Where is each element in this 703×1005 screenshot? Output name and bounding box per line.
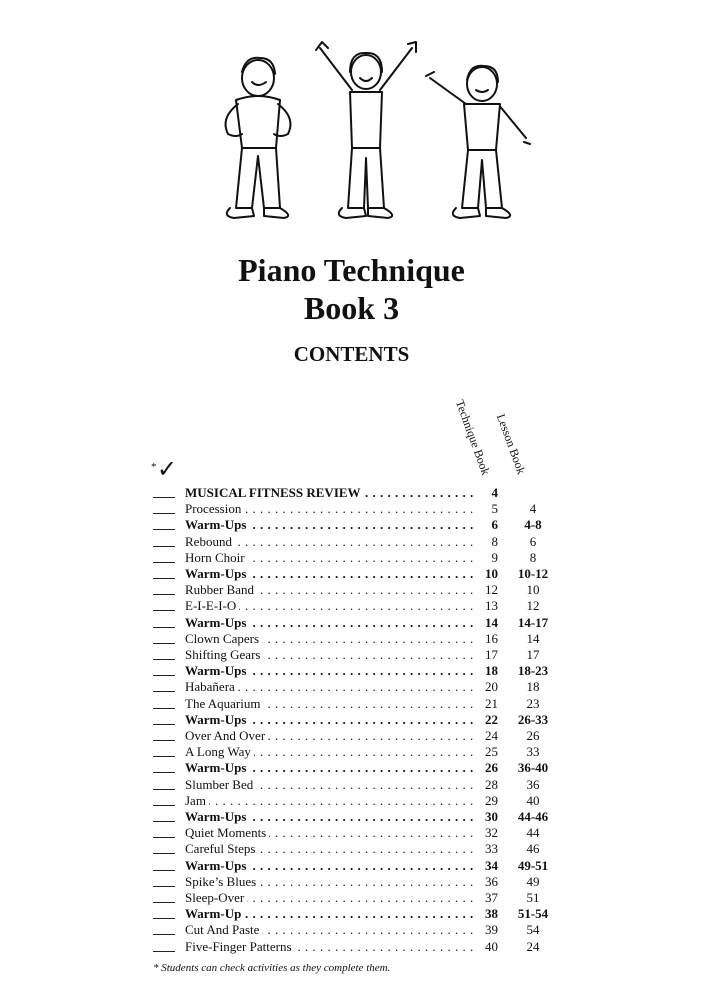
technique-book-page: 32 [485, 825, 498, 841]
check-blank-line[interactable] [153, 643, 175, 644]
check-blank-line[interactable] [153, 546, 175, 547]
technique-book-page: 26 [485, 760, 498, 776]
contents-row-title: Warm-Ups . . . [185, 858, 475, 874]
check-blank-line[interactable] [153, 529, 175, 530]
technique-book-page: 38 [485, 906, 498, 922]
lesson-book-column-header: Lesson Book [493, 412, 529, 476]
lesson-book-page: 14 [526, 630, 540, 646]
contents-row-title: Clown Capers . . . [185, 631, 475, 647]
lesson-book-page: 44-46 [517, 809, 549, 824]
lesson-book-page: 26-33 [517, 711, 549, 727]
technique-book-page: 29 [485, 792, 498, 808]
technique-book-page: 13 [485, 598, 498, 614]
technique-book-page: 18 [485, 663, 498, 679]
lesson-book-page: 51 [526, 890, 540, 905]
contents-row-title: Warm-Ups . . . [185, 517, 475, 533]
contents-row [0, 582, 703, 598]
contents-row [0, 534, 703, 550]
contents-row-title: Warm-Ups . . . [185, 663, 475, 679]
lesson-book-page: 46 [526, 841, 540, 857]
check-blank-line[interactable] [153, 821, 175, 822]
technique-book-page: 16 [485, 630, 498, 646]
child-left-figure [226, 58, 291, 218]
three-children-drawing [180, 38, 550, 228]
lesson-book-page: 8 [529, 549, 537, 565]
contents-row [0, 663, 703, 679]
contents-row-title: Slumber Bed . . . [185, 777, 475, 793]
lesson-book-page: 26 [526, 728, 540, 743]
lesson-book-page: 10-12 [517, 566, 549, 581]
lesson-book-page: 54 [526, 922, 540, 938]
lesson-book-page: 49 [526, 873, 540, 889]
technique-book-page: 12 [485, 582, 498, 598]
contents-heading: CONTENTS [293, 342, 410, 366]
contents-row [0, 647, 703, 663]
contents-row [0, 728, 703, 744]
check-blank-line[interactable] [153, 708, 175, 709]
check-blank-line[interactable] [153, 610, 175, 611]
check-blank-line[interactable] [153, 805, 175, 806]
technique-book-page: 6 [491, 517, 498, 533]
contents-row-title: Horn Choir . . . [185, 550, 475, 566]
check-blank-line[interactable] [153, 562, 175, 563]
contents-row [0, 922, 703, 938]
contents-row-title: Rebound . . . [185, 534, 475, 550]
contents-row [0, 631, 703, 647]
check-blank-line[interactable] [153, 578, 175, 579]
contents-row-title: Careful Steps . . . [185, 841, 475, 857]
contents-row-title: Over And Over . . . [185, 728, 475, 744]
contents-row-title: Five-Finger Patterns . . . [185, 939, 475, 955]
check-blank-line[interactable] [153, 918, 175, 919]
check-blank-line[interactable] [153, 772, 175, 773]
contents-row [0, 777, 703, 793]
footnote: * Students can check activities as they complete them. [153, 962, 391, 974]
contents-row-title: Warm-Ups . . . [185, 760, 475, 776]
check-blank-line[interactable] [153, 789, 175, 790]
lesson-book-page: 6 [529, 533, 537, 549]
lesson-book-page: 4 [529, 501, 537, 517]
check-blank-line[interactable] [153, 886, 175, 887]
contents-row [0, 615, 703, 631]
check-blank-line[interactable] [153, 594, 175, 595]
check-blank-line[interactable] [153, 853, 175, 854]
contents-row-title: Quiet Moments . . . [185, 825, 475, 841]
contents-row [0, 939, 703, 955]
lesson-book-page: 18 [526, 679, 540, 695]
technique-book-page: 24 [485, 728, 498, 743]
technique-book-page: 8 [491, 533, 498, 549]
technique-book-column-header: Technique Book [452, 398, 493, 477]
contents-row [0, 485, 703, 501]
contents-row-title: Jam . . . [185, 793, 475, 809]
contents-row-title: Warm-Ups . . . [185, 566, 475, 582]
contents-row [0, 566, 703, 582]
technique-book-page: 30 [485, 809, 498, 824]
contents-row-title: E-I-E-I-O . . . [185, 598, 475, 614]
check-blank-line[interactable] [153, 659, 175, 660]
check-blank-line[interactable] [153, 497, 175, 498]
title-line-1: Piano Technique [238, 252, 465, 288]
technique-book-page: 36 [485, 873, 498, 889]
checkmark-asterisk: * [151, 461, 157, 473]
check-blank-line[interactable] [153, 837, 175, 838]
check-blank-line[interactable] [153, 740, 175, 741]
lesson-book-page: 40 [526, 792, 540, 808]
technique-book-page: 4 [491, 485, 498, 500]
technique-book-page: 22 [485, 711, 498, 727]
title-line-2: Book 3 [303, 290, 400, 326]
contents-row-title: Warm-Up . . . [185, 906, 475, 922]
lesson-book-page: 24 [526, 938, 540, 954]
check-blank-line[interactable] [153, 951, 175, 952]
technique-book-page: 5 [491, 501, 498, 517]
contents-row-title: Shifting Gears . . . [185, 647, 475, 663]
contents-row-title: The Aquarium . . . [185, 696, 475, 712]
check-blank-line[interactable] [153, 675, 175, 676]
contents-row-title: Sleep-Over . . . [185, 890, 475, 906]
contents-row [0, 696, 703, 712]
contents-row [0, 744, 703, 760]
contents-row-title: Warm-Ups . . . [185, 712, 475, 728]
contents-row [0, 809, 703, 825]
contents-row [0, 825, 703, 841]
lesson-book-page: 33 [526, 744, 540, 760]
child-middle-figure [316, 42, 416, 218]
check-blank-line[interactable] [153, 724, 175, 725]
lesson-book-page: 36-40 [517, 760, 549, 776]
lesson-book-page: 4-8 [524, 517, 542, 533]
contents-row [0, 841, 703, 857]
contents-row-title: Spike’s Blues . . . [185, 874, 475, 890]
contents-row [0, 874, 703, 890]
contents-row-title: Warm-Ups . . . [185, 809, 475, 825]
contents-row [0, 550, 703, 566]
check-blank-line[interactable] [153, 934, 175, 935]
contents-row [0, 858, 703, 874]
technique-book-page: 34 [485, 857, 498, 873]
technique-book-page: 17 [485, 647, 498, 662]
technique-book-page: 37 [485, 890, 498, 905]
lesson-book-page: 10 [526, 582, 540, 598]
children-illustration [180, 38, 550, 228]
technique-book-page: 21 [485, 695, 498, 711]
lesson-book-page: 17 [526, 647, 540, 662]
technique-book-page: 14 [485, 614, 498, 630]
technique-book-page: 40 [485, 938, 498, 954]
check-blank-line[interactable] [153, 513, 175, 514]
check-blank-line[interactable] [153, 691, 175, 692]
contents-row [0, 679, 703, 695]
technique-book-page: 28 [485, 776, 498, 792]
contents-row [0, 793, 703, 809]
technique-book-page: 25 [485, 744, 498, 760]
contents-row [0, 501, 703, 517]
check-blank-line[interactable] [153, 756, 175, 757]
lesson-book-page: 49-51 [517, 857, 549, 873]
contents-row [0, 517, 703, 533]
check-blank-line[interactable] [153, 627, 175, 628]
technique-book-page: 39 [485, 922, 498, 938]
checkmark-icon: ✓ [157, 457, 178, 483]
technique-book-page: 20 [485, 679, 498, 695]
contents-row [0, 598, 703, 614]
contents-row [0, 712, 703, 728]
contents-row-title: Warm-Ups . . . [185, 615, 475, 631]
lesson-book-page: 14-17 [517, 614, 549, 630]
contents-row [0, 906, 703, 922]
technique-book-page: 33 [485, 841, 498, 857]
lesson-book-page: 12 [526, 598, 540, 614]
lesson-book-page: 36 [526, 776, 540, 792]
contents-row [0, 890, 703, 906]
contents-row-title: A Long Way . . . [185, 744, 475, 760]
technique-book-page: 10 [485, 566, 498, 581]
contents-row-title: Habañera . . . [185, 679, 475, 695]
child-right-figure [426, 66, 530, 218]
contents-row-title: MUSICAL FITNESS REVIEW . . . [185, 485, 475, 501]
contents-row-title: Procession . . . [185, 501, 475, 517]
technique-book-page: 9 [491, 549, 498, 565]
lesson-book-page: 51-54 [517, 906, 549, 922]
lesson-book-page: 44 [526, 825, 540, 841]
contents-row-title: Cut And Paste . . . [185, 922, 475, 938]
lesson-book-page: 23 [526, 695, 540, 711]
check-blank-line[interactable] [153, 902, 175, 903]
check-blank-line[interactable] [153, 870, 175, 871]
lesson-book-page: 18-23 [517, 663, 549, 679]
contents-row [0, 760, 703, 776]
contents-row-title: Rubber Band . . . [185, 582, 475, 598]
